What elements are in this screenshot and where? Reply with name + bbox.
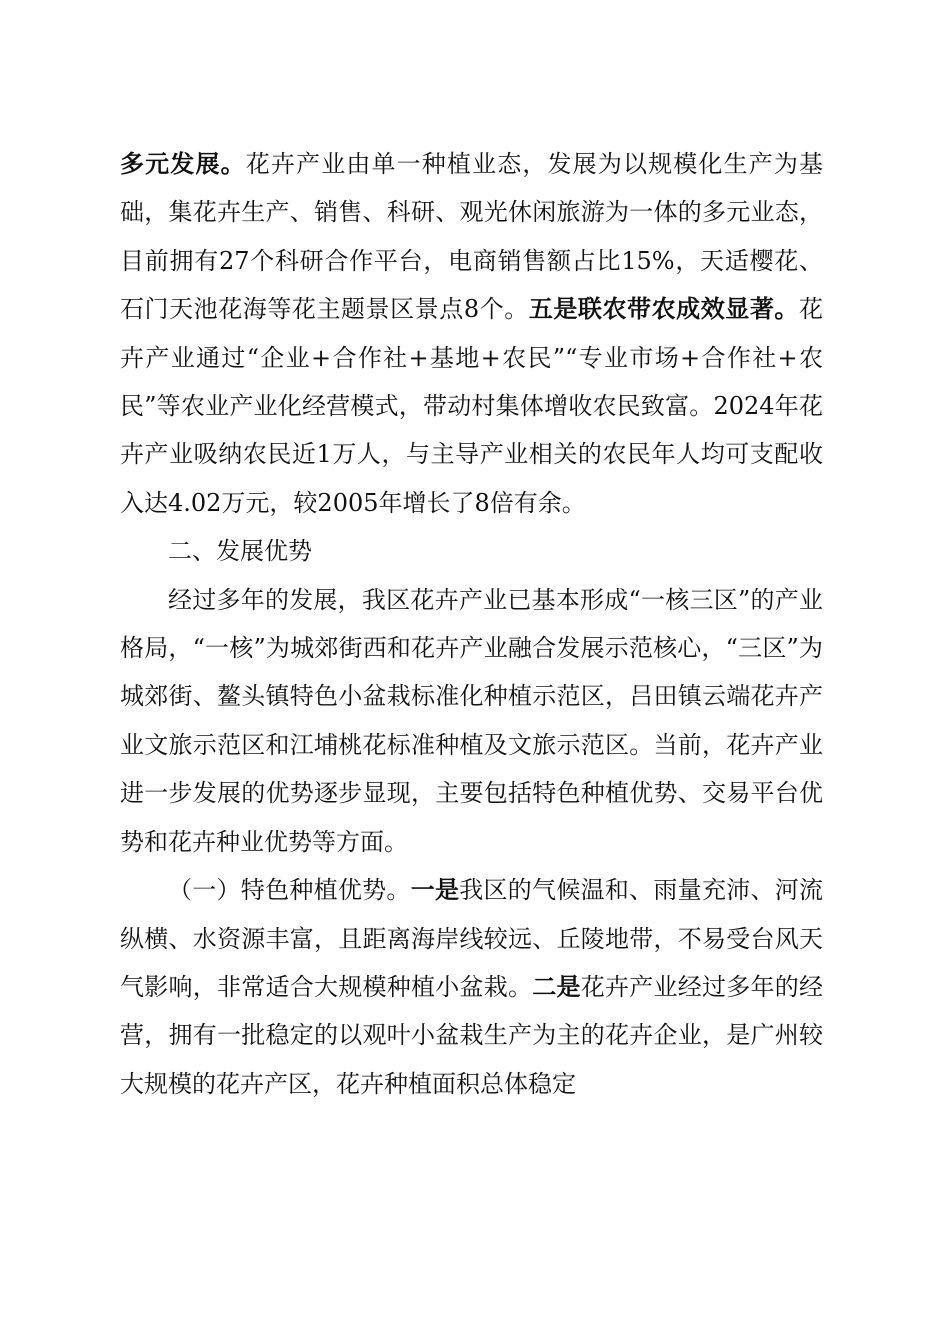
document-body: [120, 140, 823, 1108]
bold-point-five: 五是联农带农成效显著。: [528, 295, 799, 324]
subsection-heading: （一）特色种植优势。: [168, 876, 411, 905]
paragraph-development-advantages: [120, 576, 823, 866]
paragraph-text: 我区的气候温和、雨量充沛、河流纵横、水资源丰富，且距离海岸线较远、丘陵地带，不易受台风天气影响，非常适合大规模种植小盆栽。: [120, 876, 824, 1001]
paragraph-text: 花卉产业经过多年的经营，拥有一批稳定的以观叶小盆栽生产为主的花卉企业，是广州较大规模的花卉产区，花卉种植面积总体稳定: [120, 972, 823, 1098]
paragraph-text: 经过多年的发展，我区花卉产业已基本形成“一核三区”的产业格局，“一核”为城郊街西和花卉产业融合发展示范核心，“三区”为城郊街、鳌头镇特色小盆栽标准化种植示范区，吕田镇云端花卉产业文旅示范区和江埔桃花标准种植及文旅示范区。当前，花卉产业进一步发展的优势逐步显现，主要包括特色种植优势、交易平台优势和花卉种业优势等方面。: [120, 585, 823, 856]
paragraph-planting-advantage: [120, 866, 823, 1108]
paragraph-diversified-development: [120, 140, 823, 527]
bold-point-one: 一是: [410, 876, 460, 905]
paragraph-text: 花卉产业由单一种植业态，发展为以规模化生产为基础，集花卉生产、销售、科研、观光休闲旅游为一体的多元业态，目前拥有27个科研合作平台，电商销售额占比15%，天适樱花、石门天池花海等花主题景区景点8个。: [120, 150, 824, 324]
bold-point-two: 二是: [532, 972, 581, 1001]
paragraph-text: 花卉产业通过“企业+合作社+基地+农民”“专业市场+合作社+农民”等农业产业化经营模式，带动村集体增收农民致富。2024年花卉产业吸纳农民近1万人，与主导产业相关的农民年人均可支配收入达4.02万元，较2005年增长了8倍有余。: [120, 295, 823, 517]
section-heading: 二、发展优势: [168, 537, 312, 566]
bold-lead-phrase: 多元发展。: [120, 150, 246, 178]
